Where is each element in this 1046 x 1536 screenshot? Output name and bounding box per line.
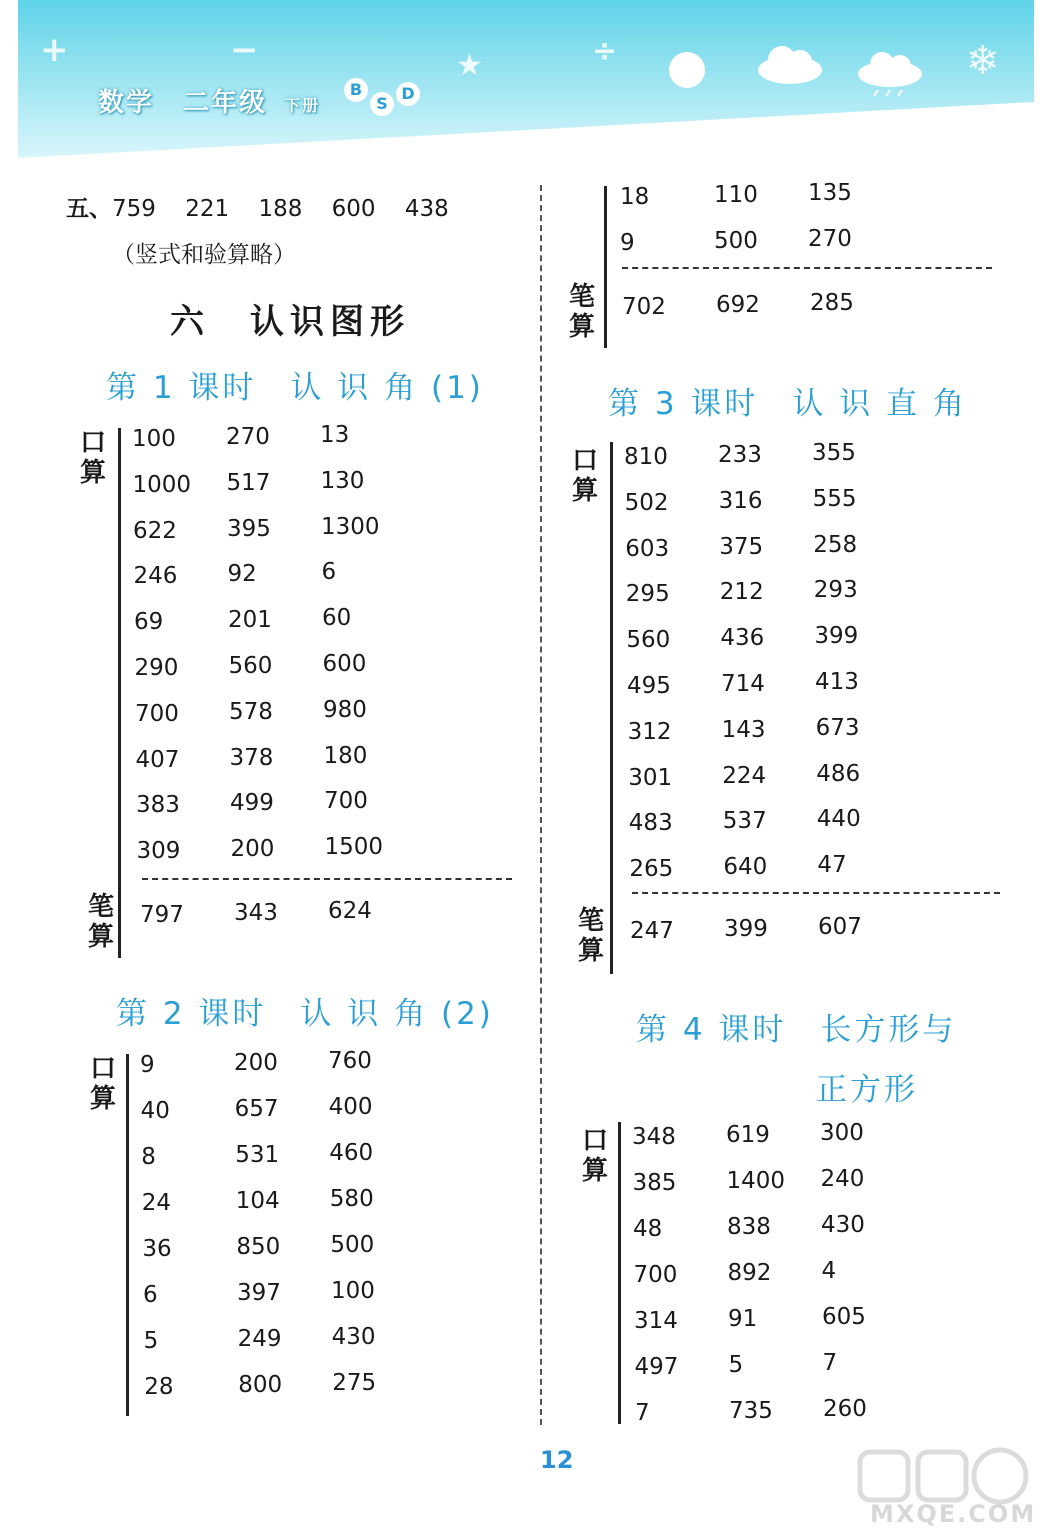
answer-cell: 249 (237, 1326, 282, 1352)
answer-cell: 657 (234, 1096, 279, 1122)
publisher-letter-b: B (344, 78, 368, 102)
answer-cell: 760 (328, 1048, 372, 1074)
answer-cell: 130 (320, 467, 365, 494)
bisuan-label (567, 282, 597, 342)
answer-cell: 293 (813, 577, 858, 604)
answer-cell: 270 (808, 226, 852, 252)
label-char: 口 (89, 1054, 116, 1084)
grade: 二年级 (183, 88, 268, 118)
label-char: 口 (79, 428, 106, 458)
answer-cell: 603 (625, 535, 670, 562)
answer-cell: 6 (321, 559, 337, 586)
answer-cell: 700 (135, 700, 179, 727)
watermark-text: MXQE.COM (870, 1500, 1037, 1528)
vertical-rule (118, 428, 121, 958)
answer-cell: 500 (714, 228, 758, 254)
answer-cell: 7 (635, 1400, 650, 1426)
answer-cell: 265 (629, 856, 674, 883)
label-char: 笔 (577, 906, 604, 936)
answer-cell: 700 (633, 1262, 678, 1288)
label-char: 算 (571, 476, 598, 506)
answer-cell: 517 (226, 469, 271, 496)
answer-cell: 460 (329, 1140, 374, 1166)
lesson-2-title: 第 2 课时 认 识 角 (2) (116, 996, 494, 1032)
answer-cell: 838 (727, 1214, 771, 1240)
snowflake-icon: ❄ (966, 38, 1000, 84)
answer-cell: 375 (719, 533, 764, 560)
answer-cell: 483 (628, 810, 673, 837)
answer-cell: 47 (817, 852, 847, 879)
answer-cell: 240 (820, 1166, 865, 1192)
answer-cell: 800 (238, 1372, 283, 1398)
answer-cell: 224 (722, 762, 767, 789)
kousuan-label (580, 1126, 610, 1186)
answer-cell: 314 (634, 1308, 678, 1334)
answer-cell: 797 (140, 902, 184, 928)
label-char: 算 (87, 922, 114, 952)
answer-cell: 316 (718, 487, 763, 514)
publisher-letter-s: S (370, 92, 394, 116)
lesson-4-title: 第 4 课时 长方形与 (636, 1012, 957, 1048)
answer-cell: 436 (720, 625, 765, 652)
minus-icon: − (230, 30, 259, 70)
answer-cell: 246 (133, 563, 178, 590)
answer-cell: 497 (634, 1354, 679, 1380)
answer-cell: 270 (226, 424, 270, 450)
subject: 数学 (98, 88, 155, 118)
answer-cell: 9 (620, 230, 635, 256)
answer-cell: 560 (228, 653, 273, 679)
answer-cell: 36 (142, 1236, 172, 1262)
lesson-3-title: 第 3 课时 认 识 直 角 (608, 386, 967, 422)
dashed-separator (622, 267, 992, 269)
answer-cell: 295 (625, 581, 670, 608)
answer-value: 188 (258, 196, 303, 222)
label-char: 口 (571, 446, 598, 476)
answer-cell: 395 (227, 515, 271, 542)
answer-cell: 500 (330, 1232, 375, 1258)
answer-cell: 735 (729, 1398, 773, 1424)
answer-cell: 212 (719, 579, 764, 606)
label-char: 笔 (87, 892, 114, 922)
answer-cell: 700 (324, 788, 368, 815)
label-char: 算 (577, 936, 604, 966)
cloud-icon (752, 40, 826, 88)
answer-cell: 201 (228, 607, 272, 634)
answer-cell: 850 (236, 1234, 281, 1260)
vertical-rule (604, 186, 607, 348)
answer-cell: 110 (714, 182, 758, 208)
answer-cell: 502 (624, 489, 669, 516)
answer-cell: 348 (632, 1124, 676, 1150)
answer-cell: 290 (134, 655, 179, 681)
label-char: 算 (89, 1084, 116, 1114)
answer-cell: 260 (823, 1396, 867, 1422)
label-char: 口 (581, 1126, 608, 1156)
kousuan-label (88, 1054, 118, 1114)
answer-cell: 60 (322, 605, 352, 632)
answer-cell: 135 (808, 180, 852, 206)
answer-cell: 383 (136, 792, 180, 819)
answer-value: 438 (404, 196, 449, 222)
answer-cell: 355 (812, 440, 856, 466)
vertical-rule (610, 442, 613, 974)
answer-cell: 285 (810, 290, 854, 316)
answer-cell: 1300 (321, 513, 380, 540)
answer-cell: 702 (622, 294, 666, 320)
answer-cell: 6 (143, 1282, 158, 1308)
header-title (98, 82, 320, 119)
answer-cell: 537 (722, 808, 767, 835)
answer-cell: 400 (328, 1094, 373, 1120)
section-five-line (66, 190, 449, 223)
answer-cell: 578 (229, 698, 273, 725)
answer-cell: 180 (323, 742, 368, 769)
answer-cell: 100 (132, 426, 176, 452)
answer-cell: 48 (633, 1216, 663, 1242)
answer-cell: 69 (134, 609, 164, 636)
answer-cell: 143 (721, 716, 766, 743)
lesson-1-title: 第 1 课时 认 识 角 (1) (106, 370, 484, 406)
answer-cell: 624 (328, 898, 372, 924)
page-number: 12 (540, 1446, 574, 1474)
lesson-4-title-continued: 正方形 (816, 1072, 918, 1108)
answer-cell: 430 (821, 1212, 865, 1238)
answer-cell: 810 (624, 444, 668, 470)
answer-cell: 560 (626, 627, 671, 654)
answer-cell: 980 (323, 696, 367, 723)
answer-cell: 1500 (324, 834, 384, 861)
chapter-title: 六 认识图形 (170, 302, 410, 342)
answer-cell: 407 (135, 746, 180, 773)
kousuan-label (570, 446, 600, 506)
bisuan-label (86, 892, 116, 952)
answer-cell: 714 (721, 671, 765, 697)
answer-cell: 312 (627, 718, 672, 745)
vertical-rule (126, 1054, 129, 1416)
answer-cell: 622 (133, 517, 177, 544)
answer-cell: 247 (630, 918, 674, 944)
dashed-separator (632, 892, 1000, 894)
answer-cell: 440 (816, 806, 861, 833)
volume: 下册 (284, 96, 321, 115)
answer-cell: 300 (820, 1120, 864, 1146)
answer-cell: 1400 (726, 1168, 786, 1194)
answer-cell: 7 (822, 1350, 838, 1376)
answer-cell: 531 (235, 1142, 280, 1168)
answer-cell: 18 (620, 184, 650, 210)
answer-cell: 555 (812, 485, 857, 512)
answer-cell: 399 (724, 916, 768, 942)
section-five-note: （竖式和验算略） (112, 242, 296, 268)
answer-cell: 692 (716, 292, 760, 318)
answer-cell: 385 (632, 1170, 677, 1196)
answer-cell: 309 (136, 838, 181, 865)
answer-cell: 104 (235, 1188, 280, 1214)
answer-value: 759 (112, 196, 156, 222)
answer-cell: 605 (822, 1304, 866, 1330)
answer-cell: 640 (723, 854, 768, 881)
answer-cell: 343 (234, 900, 278, 926)
answer-cell: 24 (141, 1190, 172, 1216)
label-char: 笔 (568, 282, 595, 312)
answer-cell: 258 (813, 531, 858, 558)
answer-value: 600 (331, 196, 376, 222)
answer-cell: 413 (815, 669, 859, 695)
column-divider (540, 185, 542, 1425)
answer-cell: 580 (329, 1186, 374, 1212)
plus-icon: + (40, 30, 69, 70)
answer-cell: 8 (141, 1144, 156, 1170)
answer-value: 221 (185, 196, 230, 222)
answer-cell: 100 (331, 1278, 375, 1304)
answer-cell: 91 (728, 1306, 758, 1332)
sun-icon (665, 48, 709, 92)
rain-cloud-icon (852, 46, 926, 98)
answer-cell: 499 (230, 790, 274, 817)
answer-cell: 430 (331, 1324, 376, 1350)
answer-cell: 92 (227, 561, 257, 588)
answer-cell: 607 (818, 914, 862, 940)
answer-cell: 619 (726, 1122, 770, 1148)
answer-cell: 495 (627, 673, 671, 699)
answer-cell: 1000 (132, 471, 192, 498)
answer-cell: 200 (230, 836, 275, 863)
dashed-separator (142, 878, 512, 880)
answer-cell: 397 (237, 1280, 281, 1306)
divide-icon: ÷ (592, 34, 618, 69)
answer-cell: 13 (320, 422, 350, 448)
label-char: 算 (79, 458, 106, 488)
answer-cell: 5 (728, 1352, 744, 1378)
answer-cell: 892 (727, 1260, 772, 1286)
answer-cell: 399 (814, 623, 859, 650)
kousuan-label (78, 428, 108, 488)
answer-cell: 40 (140, 1098, 170, 1124)
answer-cell: 28 (144, 1374, 174, 1400)
star-icon: ★ (456, 48, 483, 83)
answer-cell: 5 (143, 1328, 159, 1354)
vertical-rule (618, 1122, 621, 1424)
answer-cell: 275 (332, 1370, 377, 1396)
bisuan-label (576, 906, 606, 966)
label-char: 算 (581, 1156, 608, 1186)
answer-cell: 378 (229, 744, 274, 771)
answer-cell: 4 (821, 1258, 837, 1284)
answer-cell: 233 (718, 442, 762, 468)
answer-cell: 301 (628, 764, 673, 791)
answer-cell: 673 (815, 714, 860, 741)
answer-cell: 200 (234, 1050, 278, 1076)
answer-cell: 9 (140, 1052, 155, 1078)
answer-cell: 600 (322, 651, 367, 677)
publisher-letter-d: D (396, 82, 420, 106)
answer-cell: 486 (816, 760, 861, 787)
label-char: 算 (568, 312, 595, 342)
section-five-label: 五、 (66, 196, 112, 222)
